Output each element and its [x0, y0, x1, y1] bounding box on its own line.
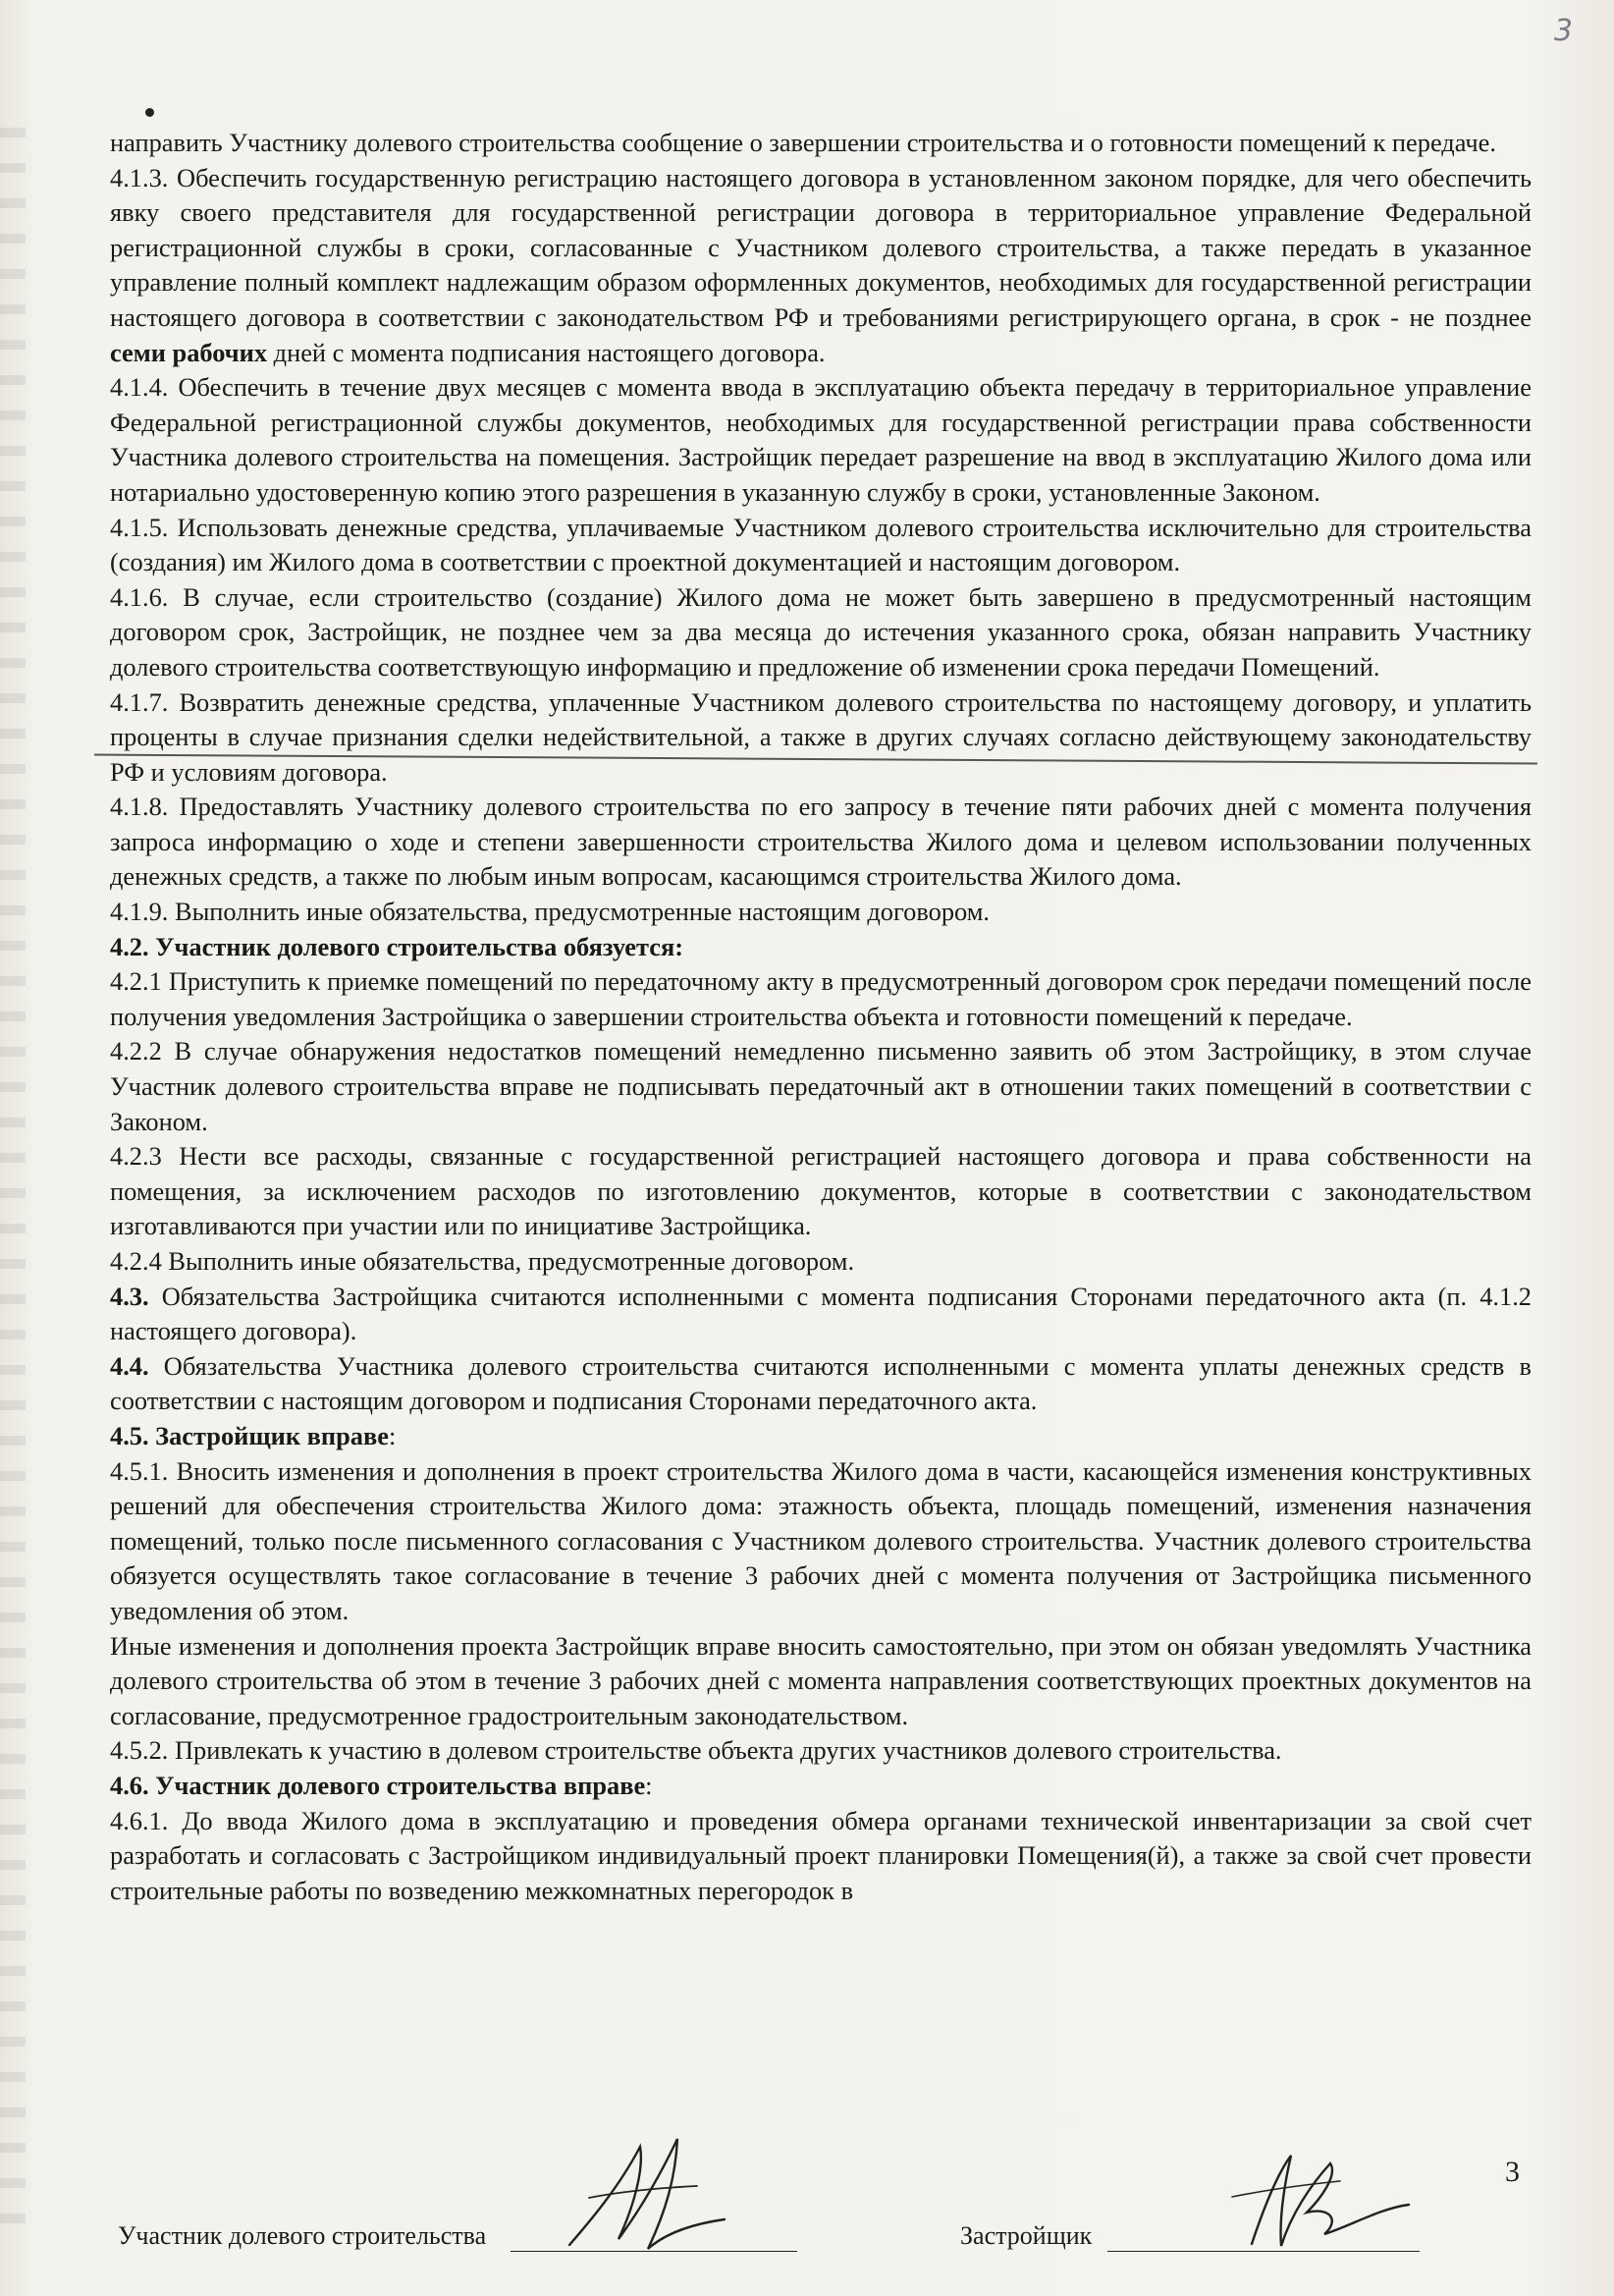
paragraph-7: 4.1.9. Выполнить иные обязательства, предусмотренные настоящим договором. — [110, 897, 991, 927]
paragraph-5: 4.1.7. Возвратить денежные средства, уплаченные Участником долевого строительства по настоящему договору, и уплатить проценты в случае признания сделки недействительной, а также в других случаях согласно действующему законодательству РФ и условиям договора. — [110, 686, 1532, 787]
paragraph-17: Иные изменения и дополнения проекта Застройщик вправе вносить самостоятельно, при этом он обязан уведомлять Участника долевого строительства об этом в течение 3 рабочих дней с момента направления соответствующих проектных документов на согласование, предусмотренное градостроительным законодательством. — [110, 1630, 1532, 1730]
participant-signature-line — [511, 2251, 797, 2252]
paragraph-20: 4.6.1. До ввода Жилого дома в эксплуатацию и проведения обмера органами технической инвентаризации за свой счет разработать и согласовать с Застройщиком индивидуальный проект планировки Помещения(й), а также за свой счет провести строительные работы по возведению межкомнатных перегородок в — [110, 1805, 1532, 1905]
paragraph-13: 4.3. Обязательства Застройщика считаются исполненными с момента подписания Сторонами передаточного акта (п. 4.1.2 настоящего договора). — [110, 1281, 1532, 1346]
section-heading-4-6: 4.6. Участник долевого строительства вправе: — [110, 1770, 653, 1800]
paragraph-10: 4.2.2 В случае обнаружения недостатков помещений немедленно письменно заявить об этом Застройщику, в этом случае Участник долевого строительства вправе не подписывать передаточный акт в отношении таких помещений в соответствии с Законом. — [110, 1036, 1532, 1136]
corner-handwritten-number: 3 — [1553, 14, 1573, 48]
signature-footer — [118, 2221, 1522, 2261]
scan-margin-bleed — [0, 128, 26, 2239]
paragraph-3: 4.1.5. Использовать денежные средства, уплачиваемые Участником долевого строительства исключительно для строительства (создания) им Жилого дома в соответствии с проектной документацией и настоящим договором. — [110, 512, 1532, 577]
page-number: 3 — [1505, 2156, 1520, 2188]
bold-term: семи рабочих — [110, 337, 268, 367]
developer-signature-line — [1107, 2251, 1420, 2252]
participant-signature-label: Участник долевого строительства — [118, 2221, 487, 2250]
paragraph-4: 4.1.6. В случае, если строительство (создание) Жилого дома не может быть завершено в предусмотренный настоящим договором срок, Застройщик, не позднее чем за два месяца до истечения указанного срока, обязан направить Участнику долевого строительства соответствующую информацию и предложение об изменении срока передачи Помещений. — [110, 581, 1532, 682]
paragraph-6: 4.1.8. Предоставлять Участнику долевого строительства по его запросу в течение пяти рабочих дней с момента получения запроса информацию о ходе и степени завершенности строительства Жилого дома и целевом использовании полученных денежных средств, а также по любым иным вопросам, касающимся строительства Жилого дома. — [110, 792, 1532, 892]
paragraph-11: 4.2.3 Нести все расходы, связанные с государственной регистрацией настоящего договора и права собственности на помещения, за исключением расходов по изготовлению документов, которые в соответствии с законодательством изготавливаются при участии или по инициативе Застройщика. — [110, 1141, 1532, 1241]
developer-signature-label: Застройщик — [960, 2221, 1093, 2250]
document-body — [110, 126, 1532, 1908]
paragraph-0: направить Участнику долевого строительства сообщение о завершении строительства и о готовности помещений к передаче. — [110, 128, 1496, 157]
section-heading-4-5: 4.5. Застройщик вправе: — [110, 1420, 397, 1450]
paragraph-12: 4.2.4 Выполнить иные обязательства, предусмотренные договором. — [110, 1246, 855, 1276]
paragraph-14: 4.4. Обязательства Участника долевого строительства считаются исполненными с момента уплаты денежных средств в соответствии с настоящим договором и подписания Сторонами передаточного акта. — [110, 1350, 1532, 1416]
section-heading-4-2: 4.2. Участник долевого строительства обязуется: — [110, 931, 684, 961]
paragraph-1: 4.1.3. Обеспечить государственную регистрацию настоящего договора в установленном законом порядке, для чего обеспечить явку своего представителя для государственной регистрации договора в территориальное управление Федеральной регистрационной службы в сроки, согласованные с Участником долевого строительства, а также передать в указанное управление полный комплект надлежащим образом оформленных документов, необходимых для государственной регистрации настоящего договора в соответствии с законодательством РФ и требованиями регистрирующего органа, в срок - не позднее семи рабочих дней с момента подписания настоящего договора. — [110, 162, 1532, 367]
paragraph-9: 4.2.1 Приступить к приемке помещений по передаточному акту в предусмотренный договором срок передачи помещений после получения уведомления Застройщика о завершении строительства объекта и готовности помещений к передаче. — [110, 966, 1532, 1031]
paragraph-2: 4.1.4. Обеспечить в течение двух месяцев с момента ввода в эксплуатацию объекта передачу в территориальное управление Федеральной регистрационной службы документов, необходимых для государственной регистрации права собственности Участника долевого строительства на помещения. Застройщик передает разрешение на ввод в эксплуатацию Жилого дома или нотариально удостоверенную копию этого разрешения в указанную службу в сроки, установленные Законом. — [110, 372, 1532, 507]
scan-dot — [145, 108, 154, 117]
paragraph-18: 4.5.2. Привлекать к участию в долевом строительстве объекта других участников долевого строительства. — [110, 1735, 1282, 1766]
paragraph-16: 4.5.1. Вносить изменения и дополнения в проект строительства Жилого дома в части, касающейся изменения конструктивных решений для обеспечения строительства Жилого дома: этажность объекта, площадь помещений, изменения назначения помещений, только после письменного согласования с Участником долевого строительства. Участник долевого строительства обязуется осуществлять такое согласование в течение 3 рабочих дней с момента получения от Застройщика письменного уведомления об этом. — [110, 1455, 1532, 1625]
